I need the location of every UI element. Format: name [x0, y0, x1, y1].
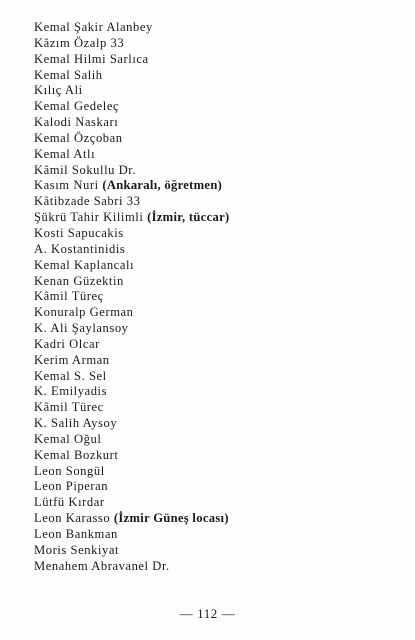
- list-item: [34, 178, 404, 194]
- list-item: [34, 36, 404, 52]
- entry-name: Kemal Salih: [34, 67, 103, 82]
- list-item: [34, 194, 404, 210]
- entry-name: Kemal Kaplancalı: [34, 257, 135, 272]
- list-item: [34, 147, 404, 163]
- entry-name: K. Ali Şaylansoy: [34, 321, 129, 336]
- entry-name: Leon Songül: [34, 463, 105, 478]
- list-item: [34, 511, 404, 527]
- entry-name: Kerim Arman: [34, 352, 110, 367]
- entry-name: A. Kostantinidis: [34, 241, 126, 256]
- entry-name: K. Emilyadis: [34, 384, 108, 399]
- list-item: [34, 479, 404, 495]
- entry-name: Kadri Olcar: [34, 336, 100, 351]
- list-item: [34, 527, 404, 543]
- list-item: [34, 83, 404, 99]
- list-item: [34, 68, 404, 84]
- list-item: [34, 400, 404, 416]
- entry-name: Kasım Nuri: [34, 178, 99, 193]
- list-item: [34, 226, 404, 242]
- list-item: [34, 369, 404, 385]
- entry-name: Leon Karasso: [34, 511, 111, 526]
- entry-name: Leon Piperan: [34, 479, 109, 494]
- list-item: [34, 416, 404, 432]
- list-item: [34, 131, 404, 147]
- entry-name: Kâmil Sokullu Dr.: [34, 162, 137, 177]
- entry-name: Kemal Gedeleç: [34, 99, 120, 114]
- entry-name: Kemal S. Sel: [34, 368, 107, 383]
- entry-note: (İzmir, tüccar): [147, 210, 230, 225]
- list-item: [34, 321, 404, 337]
- list-item: [34, 353, 404, 369]
- entry-name: Leon Bankman: [34, 527, 118, 541]
- entry-name: Kılıç Ali: [34, 83, 83, 98]
- list-item: [34, 543, 404, 559]
- list-item: [34, 432, 404, 448]
- list-item: [34, 305, 404, 321]
- list-item: [34, 448, 404, 464]
- entry-note: (İzmir Güneş locası): [113, 511, 229, 526]
- list-item: [34, 242, 404, 258]
- list-item: [34, 258, 404, 274]
- entry-name: Konuralp German: [34, 305, 134, 320]
- entry-name: Kemal Hilmi Sarlıca: [34, 51, 149, 66]
- entry-name: Kâmil Türec: [34, 400, 104, 415]
- name-list: [34, 20, 404, 575]
- entry-name: Şükrü Tahir Kilimli: [34, 210, 144, 225]
- list-item: [34, 210, 404, 226]
- entry-name: Kemal Özçoban: [34, 130, 123, 145]
- list-item: [34, 495, 404, 511]
- list-item: [34, 163, 404, 179]
- list-item: [34, 274, 404, 290]
- entry-name: Kemal Oğul: [34, 431, 102, 446]
- page-number: — 112 —: [179, 606, 236, 621]
- entry-name: Kâzım Özalp 33: [34, 35, 125, 50]
- entry-note: (Ankaralı, öğretmen): [102, 178, 223, 193]
- entry-name: Kemal Şakir Alanbey: [34, 20, 153, 34]
- list-item: [34, 384, 404, 400]
- entry-name: Kosti Sapucakis: [34, 225, 124, 240]
- entry-name: Kenan Güzektin: [34, 273, 124, 288]
- entry-name: Kâmil Türeç: [34, 289, 104, 304]
- list-item: [34, 559, 404, 575]
- list-item: [34, 464, 404, 480]
- list-item: [34, 20, 404, 36]
- entry-name: Lütfü Kırdar: [34, 495, 105, 510]
- entry-name: K. Salih Aysoy: [34, 416, 118, 431]
- list-item: [34, 289, 404, 305]
- entry-name: Kemal Atlı: [34, 146, 96, 161]
- entry-name: Kemal Bozkurt: [34, 447, 119, 462]
- list-item: [34, 337, 404, 353]
- list-item: [34, 115, 404, 131]
- entry-name: Menahem Abravanel Dr.: [34, 558, 170, 573]
- list-item: [34, 52, 404, 68]
- list-item: [34, 99, 404, 115]
- entry-name: Moris Senkiyat: [34, 542, 120, 557]
- entry-name: Kâtibzade Sabri 33: [34, 194, 141, 209]
- entry-name: Kalodi Naskarı: [34, 115, 119, 130]
